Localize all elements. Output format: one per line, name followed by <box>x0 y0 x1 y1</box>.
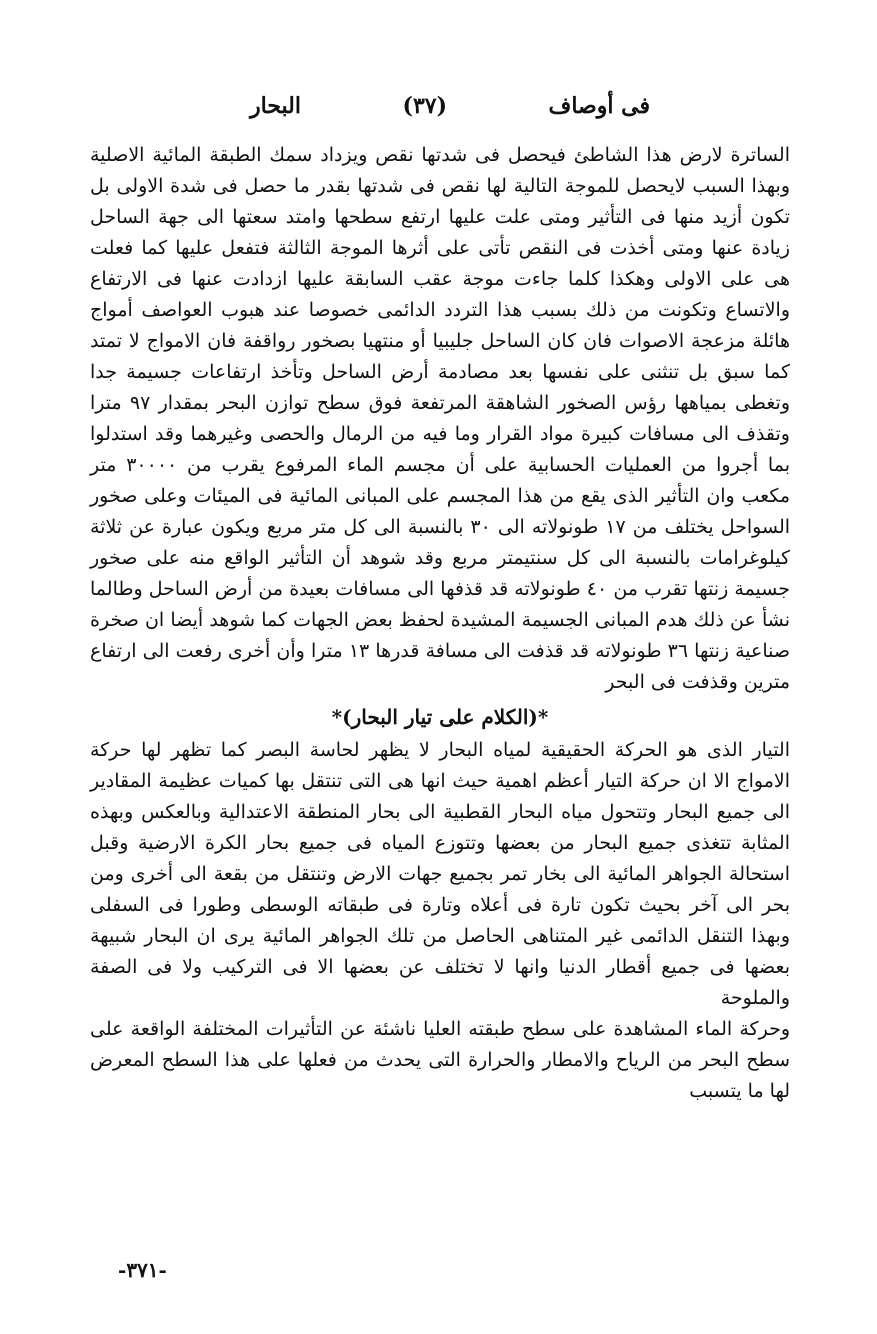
header-page-number: (٣٧) <box>402 93 448 119</box>
body-text <box>90 140 790 1107</box>
running-header <box>250 86 650 126</box>
paragraph-currents: التيار الذى هو الحركة الحقيقية لمياه البحار لا يظهر لحاسة البصر كما تظهر لها حركة الامواج الا ان حركة التيار أعظم اهمية حيث انها هى التى تنتقل بها كميات عظيمة المقادير الى جميع البحار وتتحول مياه البحار القطبية الى بحار المنطقة الاعتدالية وبالعكس وبهذه المثابة تتغذى جميع البحار من بعضها وتتوزع المياه فى جميع بحار الكرة الارضية وقبل استحالة الجواهر المائية الى بخار تمر بجميع جهات الارض وتنتقل من بقعة الى أخرى ومن بحر الى آخر بحيث تكون تارة فى أعلاه وتارة فى طبقاته الوسطى وطورا فى السفلى وبهذا التنقل الدائمى غير المتناهى الحاصل من تلك الجواهر المائية يرى ان البحار شبيهة بعضها فى جميع أقطار الدنيا وانها لا تختلف عن بعضها الا فى التركيب ولا فى الصفة والملوحة <box>90 739 790 1009</box>
paragraph-waves: الساترة لارض هذا الشاطئ فيحصل فى شدتها نقص ويزداد سمك الطبقة المائية الاصلية وبهذا السبب لايحصل للموجة التالية لها نقص فى شدتها بقدر ما حصل فى شدة الاولى بل تكون أزيد منها فى التأثير ومتى علت عليها ارتفع سطحها وامتد سعتها الى جهة الساحل زيادة عنها ومتى أخذت فى النقص تأتى على أثرها الموجة الثالثة فتفعل عليها كما فعلت هى على الاولى وهكذا كلما جاءت موجة عقب السابقة عليها ازدادت عنها فى الارتفاع والاتساع وتكونت من ذلك بسبب هذا التردد الدائمى خصوصا عند هبوب العواصف أمواج هائلة مزعجة الاصوات فان كان الساحل جليبيا أو منتهيا بصخور رواقفة فان الامواج لا تمتد كما سبق بل تنثنى على نفسها بعد مصادمة أرض الساحل وتأخذ ارتفاعات جسيمة جدا وتغطى بمياهها رؤس الصخور الشاهقة المرتفعة فوق سطح توازن البحر بمقدار ٩٧ مترا وتقذف الى مسافات كبيرة مواد القرار وما فيه من الرمال والحصى وغيرهما وقد استدلوا بما أجروا من العمليات الحسابية على أن مجسم الماء المرفوع يقرب من ٣٠٠٠٠ متر مكعب وان التأثير الذى يقع من هذا المجسم على المبانى المائية فى الميئات وعلى صخور السواحل يختلف من ١٧ طونولاته الى ٣٠ بالنسبة الى كل متر مربع ويكون عبارة عن ثلاثة كيلوغرامات بالنسبة الى كل سنتيمتر مربع وقد شوهد أن التأثير الواقع منه على صخور جسيمة زنتها تقرب من ٤٠ طونولاته قد قذفها الى مسافات بعيدة من أرض الساحل وطالما نشأ عن ذلك هدم المبانى الجسيمة المشيدة لحفظ بعض الجهات كما شوهد أيضا ان صخرة صناعية زنتها ٣٦ طونولاته قد قذفت الى مسافة قدرها ١٣ مترا وأن أخرى رفعت الى ارتفاع مترين وقذفت فى البحر <box>90 144 791 693</box>
folio-page-number: -٣٧١- <box>118 1258 167 1282</box>
header-right-title: فى أوصاف <box>548 93 650 119</box>
paragraph-surface-motion: وحركة الماء المشاهدة على سطح طبقته العليا ناشئة عن التأثيرات المختلفة الواقعة على سطح البحر من الرياح والامطار والحرارة التى يحدث من فعلها على هذا السطح المعرض لها ما يتسبب <box>90 1018 790 1102</box>
section-title: *(الكلام على تيار البحار)* <box>331 705 549 729</box>
header-left-title: البحار <box>250 93 301 119</box>
